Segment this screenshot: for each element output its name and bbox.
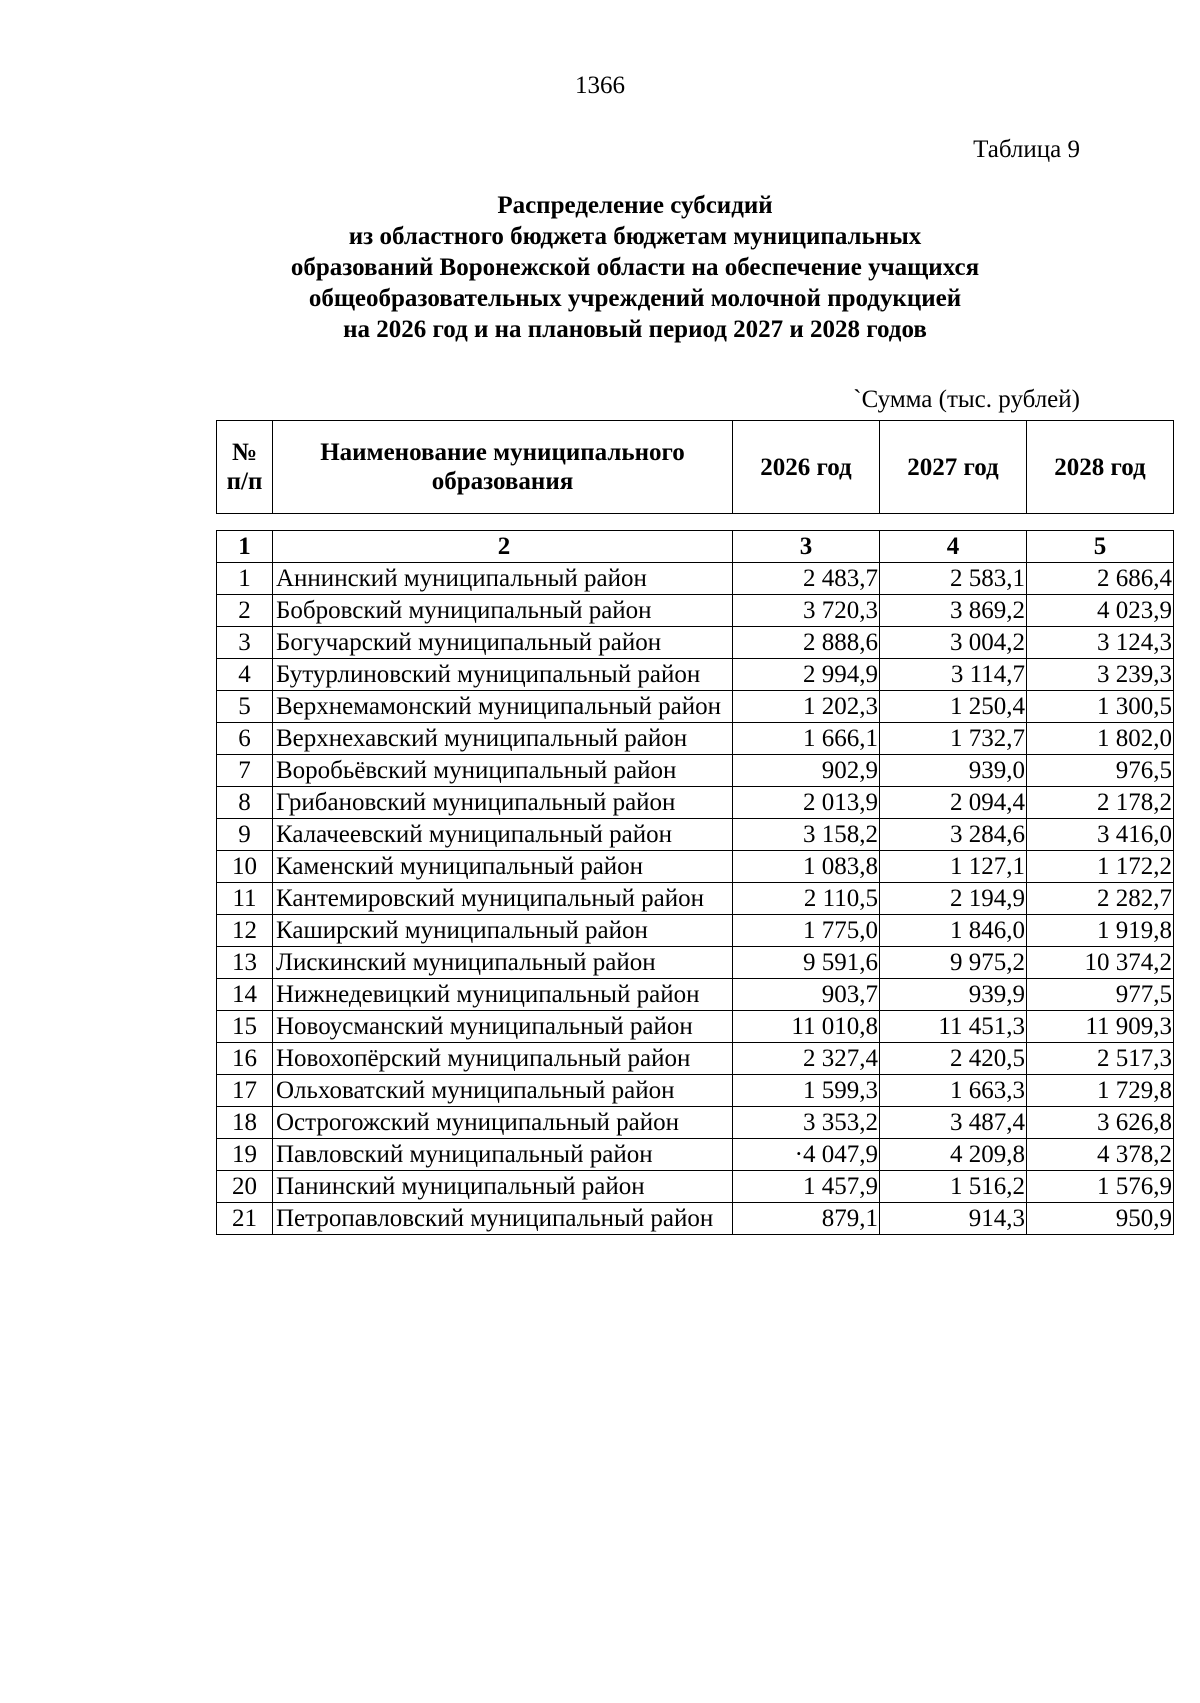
value-2028: 977,5 bbox=[1027, 979, 1174, 1011]
table-row bbox=[217, 979, 1174, 1011]
table-label: Таблица 9 bbox=[973, 136, 1080, 163]
table-row bbox=[217, 563, 1174, 595]
value-2026: 1 599,3 bbox=[733, 1075, 880, 1107]
row-number: 21 bbox=[217, 1203, 273, 1235]
table-row bbox=[217, 1203, 1174, 1235]
value-2026: 2 327,4 bbox=[733, 1043, 880, 1075]
value-2028: 3 416,0 bbox=[1027, 819, 1174, 851]
value-2028: 1 300,5 bbox=[1027, 691, 1174, 723]
units-label: `Сумма (тыс. рублей) bbox=[853, 386, 1080, 413]
table-row bbox=[217, 595, 1174, 627]
value-2027: 3 114,7 bbox=[880, 659, 1027, 691]
row-number: 18 bbox=[217, 1107, 273, 1139]
column-index-row bbox=[217, 531, 1174, 563]
value-2028: 3 124,3 bbox=[1027, 627, 1174, 659]
table-row bbox=[217, 627, 1174, 659]
header-2027: 2027 год bbox=[880, 421, 1027, 514]
table-row bbox=[217, 947, 1174, 979]
header-number-line: п/п bbox=[226, 468, 263, 495]
value-2026: ·4 047,9 bbox=[733, 1139, 880, 1171]
table-row bbox=[217, 723, 1174, 755]
title-line: из областного бюджета бюджетам муниципальных bbox=[348, 223, 922, 250]
header-number-line: № bbox=[231, 439, 258, 466]
table-row bbox=[217, 1011, 1174, 1043]
municipality-name: Петропавловский муниципальный район bbox=[273, 1203, 733, 1235]
row-number: 3 bbox=[217, 627, 273, 659]
table-row bbox=[217, 819, 1174, 851]
value-2028: 4 378,2 bbox=[1027, 1139, 1174, 1171]
table-row bbox=[217, 915, 1174, 947]
municipality-name: Каширский муниципальный район bbox=[273, 915, 733, 947]
value-2027: 1 846,0 bbox=[880, 915, 1027, 947]
value-2028: 1 172,2 bbox=[1027, 851, 1174, 883]
title-line: на 2026 год и на плановый период 2027 и 2028 годов bbox=[343, 316, 927, 343]
value-2028: 976,5 bbox=[1027, 755, 1174, 787]
value-2028: 10 374,2 bbox=[1027, 947, 1174, 979]
table-row bbox=[217, 659, 1174, 691]
value-2026: 3 720,3 bbox=[733, 595, 880, 627]
municipality-name: Новохопёрский муниципальный район bbox=[273, 1043, 733, 1075]
value-2027: 2 420,5 bbox=[880, 1043, 1027, 1075]
municipality-name: Бобровский муниципальный район bbox=[273, 595, 733, 627]
row-number: 9 bbox=[217, 819, 273, 851]
value-2026: 2 888,6 bbox=[733, 627, 880, 659]
value-2026: 1 775,0 bbox=[733, 915, 880, 947]
municipality-name: Кантемировский муниципальный район bbox=[273, 883, 733, 915]
municipality-name: Грибановский муниципальный район bbox=[273, 787, 733, 819]
value-2027: 1 127,1 bbox=[880, 851, 1027, 883]
municipality-name: Павловский муниципальный район bbox=[273, 1139, 733, 1171]
value-2026: 903,7 bbox=[733, 979, 880, 1011]
value-2026: 2 483,7 bbox=[733, 563, 880, 595]
row-number: 14 bbox=[217, 979, 273, 1011]
header-2028: 2028 год bbox=[1027, 421, 1174, 514]
data-table bbox=[216, 530, 1174, 1235]
municipality-name: Панинский муниципальный район bbox=[273, 1171, 733, 1203]
value-2027: 2 094,4 bbox=[880, 787, 1027, 819]
value-2028: 1 919,8 bbox=[1027, 915, 1174, 947]
value-2028: 1 576,9 bbox=[1027, 1171, 1174, 1203]
value-2026: 2 013,9 bbox=[733, 787, 880, 819]
value-2028: 4 023,9 bbox=[1027, 595, 1174, 627]
value-2028: 1 729,8 bbox=[1027, 1075, 1174, 1107]
value-2027: 1 250,4 bbox=[880, 691, 1027, 723]
row-number: 2 bbox=[217, 595, 273, 627]
value-2026: 3 353,2 bbox=[733, 1107, 880, 1139]
document-title bbox=[220, 190, 1050, 345]
value-2027: 1 732,7 bbox=[880, 723, 1027, 755]
municipality-name: Верхнемамонский муниципальный район bbox=[273, 691, 733, 723]
header-name bbox=[273, 421, 733, 514]
table-row bbox=[217, 1043, 1174, 1075]
municipality-name: Новоусманский муниципальный район bbox=[273, 1011, 733, 1043]
value-2027: 1 663,3 bbox=[880, 1075, 1027, 1107]
row-number: 17 bbox=[217, 1075, 273, 1107]
column-index: 5 bbox=[1027, 531, 1174, 563]
value-2026: 9 591,6 bbox=[733, 947, 880, 979]
title-line: Распределение субсидий bbox=[497, 192, 773, 219]
header-name-line: образования bbox=[431, 468, 574, 495]
table-row bbox=[217, 1107, 1174, 1139]
row-number: 4 bbox=[217, 659, 273, 691]
value-2026: 11 010,8 bbox=[733, 1011, 880, 1043]
header-number bbox=[217, 421, 273, 514]
municipality-name: Воробьёвский муниципальный район bbox=[273, 755, 733, 787]
value-2028: 3 626,8 bbox=[1027, 1107, 1174, 1139]
row-number: 12 bbox=[217, 915, 273, 947]
municipality-name: Бутурлиновский муниципальный район bbox=[273, 659, 733, 691]
value-2027: 3 869,2 bbox=[880, 595, 1027, 627]
table-row bbox=[217, 851, 1174, 883]
value-2026: 2 994,9 bbox=[733, 659, 880, 691]
column-index: 1 bbox=[217, 531, 273, 563]
row-number: 10 bbox=[217, 851, 273, 883]
value-2027: 2 583,1 bbox=[880, 563, 1027, 595]
value-2028: 950,9 bbox=[1027, 1203, 1174, 1235]
header-2026: 2026 год bbox=[733, 421, 880, 514]
municipality-name: Острогожский муниципальный район bbox=[273, 1107, 733, 1139]
table-row bbox=[217, 1075, 1174, 1107]
table-row bbox=[217, 1139, 1174, 1171]
value-2028: 2 517,3 bbox=[1027, 1043, 1174, 1075]
row-number: 11 bbox=[217, 883, 273, 915]
table-row bbox=[217, 1171, 1174, 1203]
value-2026: 2 110,5 bbox=[733, 883, 880, 915]
municipality-name: Лискинский муниципальный район bbox=[273, 947, 733, 979]
row-number: 1 bbox=[217, 563, 273, 595]
value-2028: 2 282,7 bbox=[1027, 883, 1174, 915]
title-line: общеобразовательных учреждений молочной продукцией bbox=[308, 285, 962, 312]
page-number: 1366 bbox=[575, 72, 625, 99]
title-line: образований Воронежской области на обеспечение учащихся bbox=[290, 254, 980, 281]
row-number: 15 bbox=[217, 1011, 273, 1043]
value-2027: 914,3 bbox=[880, 1203, 1027, 1235]
value-2027: 939,0 bbox=[880, 755, 1027, 787]
value-2026: 1 083,8 bbox=[733, 851, 880, 883]
value-2028: 2 178,2 bbox=[1027, 787, 1174, 819]
table-row bbox=[217, 755, 1174, 787]
value-2027: 4 209,8 bbox=[880, 1139, 1027, 1171]
value-2026: 1 457,9 bbox=[733, 1171, 880, 1203]
value-2027: 3 004,2 bbox=[880, 627, 1027, 659]
value-2027: 1 516,2 bbox=[880, 1171, 1027, 1203]
value-2028: 11 909,3 bbox=[1027, 1011, 1174, 1043]
table-row bbox=[217, 691, 1174, 723]
column-index: 3 bbox=[733, 531, 880, 563]
municipality-name: Богучарский муниципальный район bbox=[273, 627, 733, 659]
value-2027: 939,9 bbox=[880, 979, 1027, 1011]
header-row bbox=[217, 421, 1174, 514]
value-2026: 879,1 bbox=[733, 1203, 880, 1235]
row-number: 19 bbox=[217, 1139, 273, 1171]
value-2027: 3 284,6 bbox=[880, 819, 1027, 851]
value-2026: 1 202,3 bbox=[733, 691, 880, 723]
municipality-name: Аннинский муниципальный район bbox=[273, 563, 733, 595]
municipality-name: Верхнехавский муниципальный район bbox=[273, 723, 733, 755]
column-index: 4 bbox=[880, 531, 1027, 563]
header-name-line: Наименование муниципального bbox=[320, 439, 685, 466]
value-2028: 1 802,0 bbox=[1027, 723, 1174, 755]
value-2027: 9 975,2 bbox=[880, 947, 1027, 979]
row-number: 13 bbox=[217, 947, 273, 979]
row-number: 20 bbox=[217, 1171, 273, 1203]
value-2026: 902,9 bbox=[733, 755, 880, 787]
row-number: 16 bbox=[217, 1043, 273, 1075]
row-number: 7 bbox=[217, 755, 273, 787]
value-2028: 3 239,3 bbox=[1027, 659, 1174, 691]
row-number: 8 bbox=[217, 787, 273, 819]
table-row bbox=[217, 787, 1174, 819]
value-2027: 2 194,9 bbox=[880, 883, 1027, 915]
municipality-name: Калачеевский муниципальный район bbox=[273, 819, 733, 851]
value-2028: 2 686,4 bbox=[1027, 563, 1174, 595]
value-2026: 3 158,2 bbox=[733, 819, 880, 851]
table-row bbox=[217, 883, 1174, 915]
value-2026: 1 666,1 bbox=[733, 723, 880, 755]
municipality-name: Нижнедевицкий муниципальный район bbox=[273, 979, 733, 1011]
value-2027: 11 451,3 bbox=[880, 1011, 1027, 1043]
municipality-name: Каменский муниципальный район bbox=[273, 851, 733, 883]
column-index: 2 bbox=[273, 531, 733, 563]
value-2027: 3 487,4 bbox=[880, 1107, 1027, 1139]
row-number: 6 bbox=[217, 723, 273, 755]
table-header bbox=[216, 420, 1174, 514]
row-number: 5 bbox=[217, 691, 273, 723]
municipality-name: Ольховатский муниципальный район bbox=[273, 1075, 733, 1107]
